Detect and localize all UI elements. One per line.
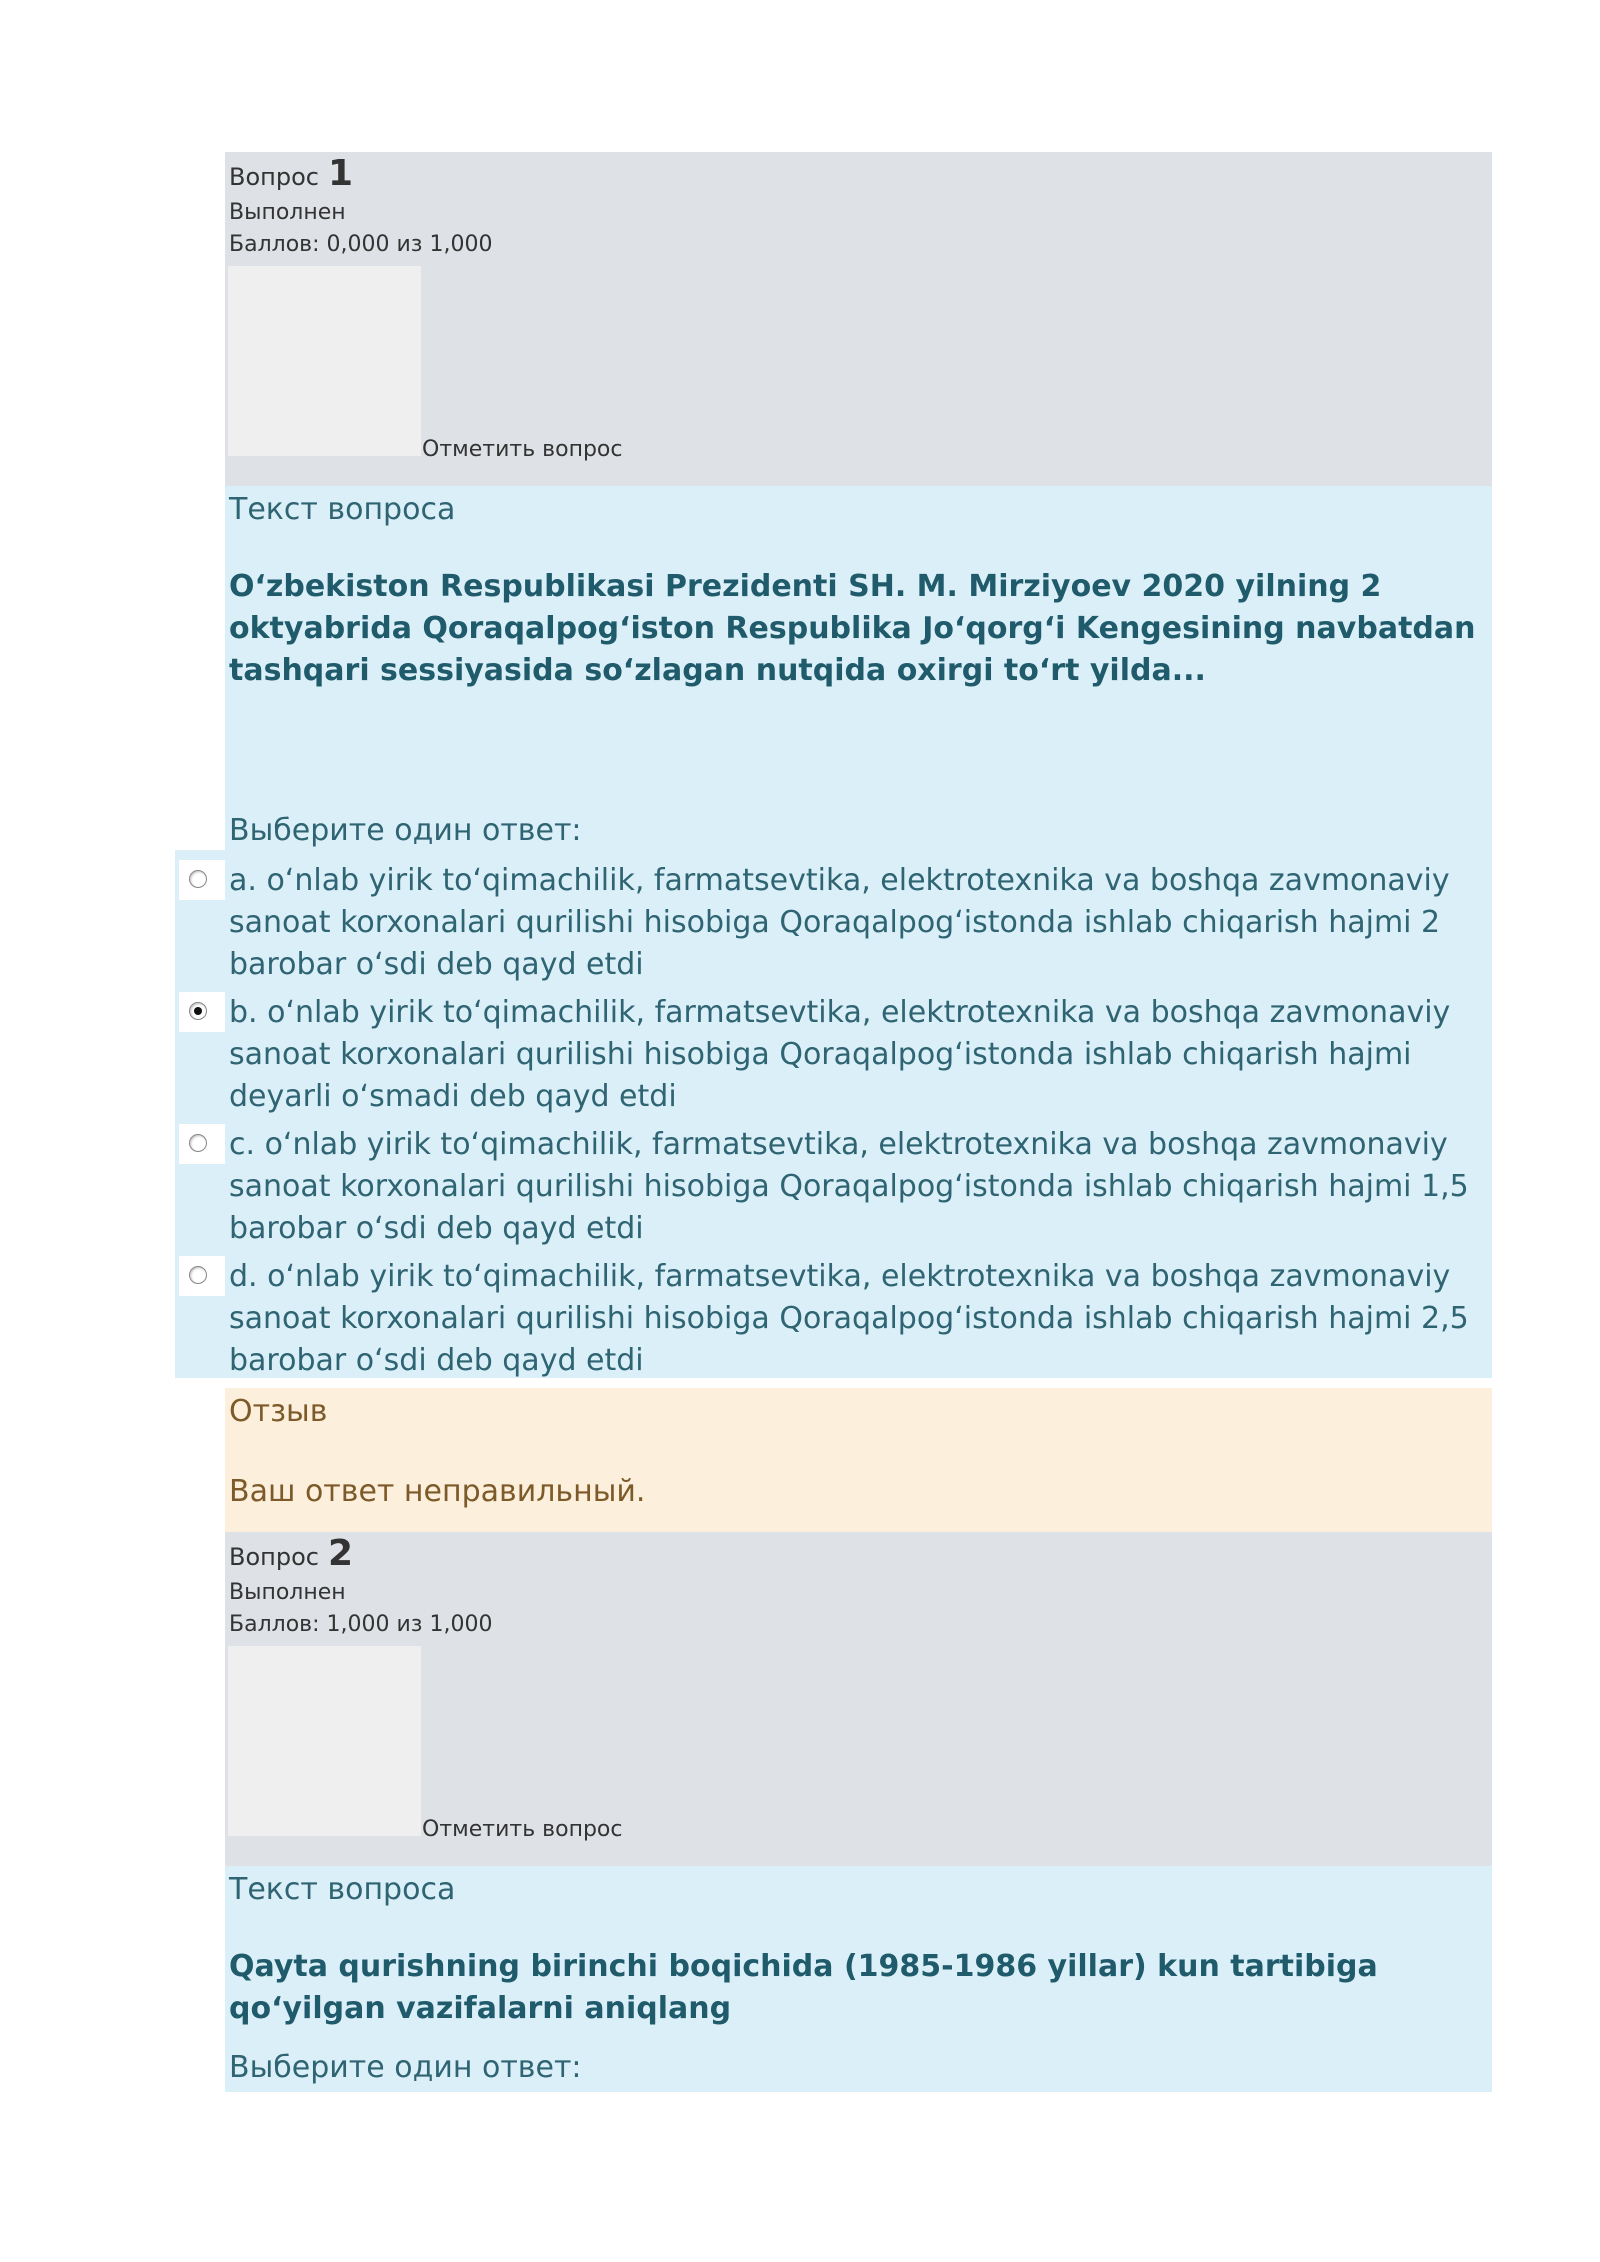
question-grade: Баллов: 1,000 из 1,000 — [229, 1612, 493, 1637]
question-text-label: Текст вопроса — [229, 1872, 456, 1907]
radio-option-a[interactable] — [179, 860, 225, 900]
answer-option-d[interactable] — [229, 1256, 1484, 1382]
question-number-line — [229, 152, 353, 202]
question-2-info — [225, 1532, 1492, 1866]
question-state: Выполнен — [229, 200, 346, 225]
radio-option-b[interactable] — [179, 992, 225, 1032]
question-number: 1 — [328, 153, 354, 194]
question-1-info — [225, 152, 1492, 486]
answers-gutter — [175, 850, 225, 1378]
feedback-text: Ваш ответ неправильный. — [229, 1474, 646, 1509]
radio-unchecked-icon — [189, 1266, 207, 1284]
answer-text: a. o‘nlab yirik to‘qimachilik, farmatsevtika, elektrotexnika va boshqa zavmonaviy sanoat korxonalari qurilishi hisobiga Qoraqalpog‘istonda ishlab chiqarish hajmi 2 barobar o‘sdi deb qayd etdi — [229, 863, 1450, 982]
question-number-line — [229, 1532, 353, 1582]
answer-option-a[interactable] — [229, 860, 1484, 986]
question-label: Вопрос — [229, 1543, 319, 1571]
flag-question-link[interactable]: Отметить вопрос — [422, 1817, 623, 1842]
question-text: O‘zbekiston Respublikasi Prezidenti SH. M. Mirziyoev 2020 yilning 2 oktyabrida Qoraqalpog‘iston Respublika Jo‘qorg‘i Kengesining navbatdan tashqari sessiyasida so‘zlagan nutqida oxirgi to‘rt yilda... — [229, 569, 1476, 688]
answer-prompt: Выберите один ответ: — [229, 2050, 582, 2085]
answer-text: c. o‘nlab yirik to‘qimachilik, farmatsevtika, elektrotexnika va boshqa zavmonaviy sanoat korxonalari qurilishi hisobiga Qoraqalpog‘istonda ishlab chiqarish hajmi 1,5 barobar o‘sdi deb qayd etdi — [229, 1127, 1469, 1246]
radio-option-d[interactable] — [179, 1256, 225, 1296]
flag-question-link[interactable]: Отметить вопрос — [422, 437, 623, 462]
answer-option-c[interactable] — [229, 1124, 1484, 1250]
answer-text: d. o‘nlab yirik to‘qimachilik, farmatsevtika, elektrotexnika va boshqa zavmonaviy sanoat korxonalari qurilishi hisobiga Qoraqalpog‘istonda ishlab chiqarish hajmi 2,5 barobar o‘sdi deb qayd etdi — [229, 1259, 1469, 1378]
question-grade: Баллов: 0,000 из 1,000 — [229, 232, 493, 257]
question-text: Qayta qurishning birinchi boqichida (1985-1986 yillar) kun tartibiga qo‘yilgan vazifalarni aniqlang — [229, 1949, 1378, 2026]
radio-unchecked-icon — [189, 1134, 207, 1152]
question-number: 2 — [328, 1533, 354, 1574]
radio-dot-icon — [194, 1007, 202, 1015]
question-1-feedback — [225, 1388, 1492, 1532]
flag-icon[interactable] — [228, 266, 421, 456]
question-label: Вопрос — [229, 163, 319, 191]
radio-option-c[interactable] — [179, 1124, 225, 1164]
feedback-label: Отзыв — [229, 1394, 328, 1429]
question-state: Выполнен — [229, 1580, 346, 1605]
answer-text: b. o‘nlab yirik to‘qimachilik, farmatsevtika, elektrotexnika va boshqa zavmonaviy sanoat korxonalari qurilishi hisobiga Qoraqalpog‘istonda ishlab chiqarish hajmi deyarli o‘smadi deb qayd etdi — [229, 995, 1451, 1114]
question-2-content — [225, 1866, 1492, 2092]
answer-prompt: Выберите один ответ: — [229, 813, 582, 848]
answer-option-b[interactable] — [229, 992, 1484, 1118]
question-text-label: Текст вопроса — [229, 492, 456, 527]
flag-icon[interactable] — [228, 1646, 421, 1836]
radio-unchecked-icon — [189, 870, 207, 888]
